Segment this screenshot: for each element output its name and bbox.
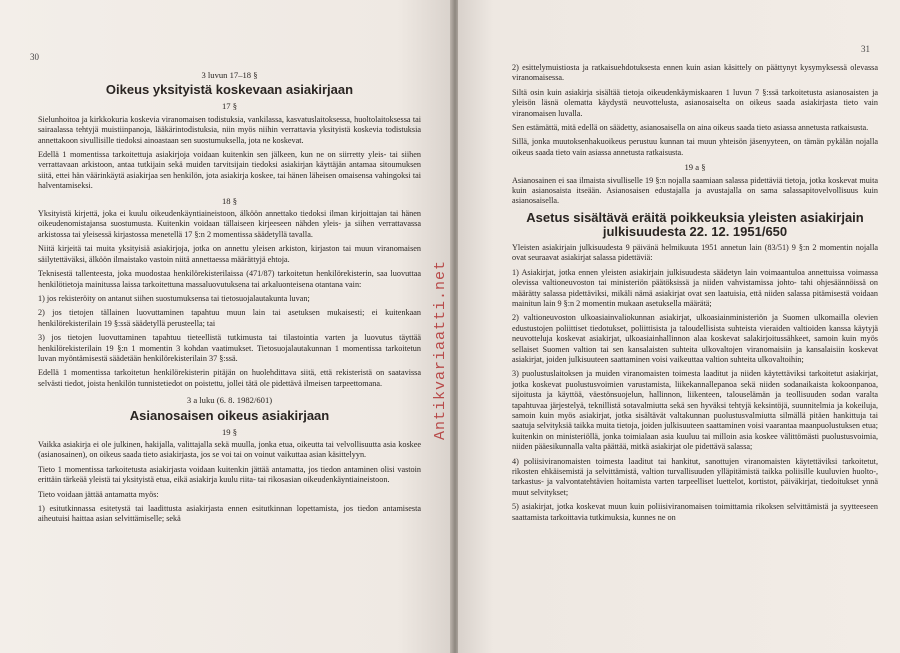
body-paragraph: Sillä, jonka muutoksenhakuoikeus perustuu kunnan tai muun yhteisön jäsenyyteen, on tämän pykälän nojalla oikeus saada tieto vain asiassa annetusta ratkaisusta. <box>512 137 878 157</box>
list-item: 1) Asiakirjat, jotka ennen yleisten asiakirjain julkisuudesta säädetyn lain voimaantuloa annettuissa voimassa olevissa valtioneuvoston tai ministeriön päätöksissä ja niiden vahvistamissa johto- tahi ohjesäännöissä on määrätty salassa pidettäviksi, mikäli nämä asiakirjat ovat sen laatuisia, että niiden salassa pitämisestä voidaan mainitun lain 9 §:n 2 momentin mukaan asetuksella määrätä; <box>512 267 878 308</box>
right-column <box>512 63 878 527</box>
decree-title: Asetus sisältävä eräitä poikkeuksia yleisten asiakirjain julkisuudesta 22. 12. 1951/650 <box>526 209 864 239</box>
body-paragraph: Edellä 1 momentissa tarkoitettuja asiakirjoja voidaan kuitenkin sen jälkeen, kun ne on siirretty yleis- tai siihen verrattavaan arkistoon, antaa tutkijain sekä muiden tarvitsijain tiedoksi asiakirjan käyttäjän antamaa sitoumuksen siitä, ettei hän väärinkäytä asiakirjaa sen henkilön, jota asiakirja koskee, tai hänen läheisen omaisensa vahingoksi tai halventamiseksi. <box>38 150 421 191</box>
body-paragraph: Teknisestä tallenteesta, joka muodostaa henkilörekisterilaissa (471/87) tarkoitetun henkilörekisterin, saa luovuttaa henkilötietoja mainitussa laissa tarkoitettuna massaluovutuksena tai arkaluonteisena otantana vain: <box>38 269 421 289</box>
body-paragraph: Vaikka asiakirja ei ole julkinen, hakijalla, valittajalla sekä muulla, jonka etua, oikeutta tai velvollisuutta asia koskee (asianosainen), on oikeus saada tieto asiakirjasta, jos se voi tai on voinut vaikuttaa asian käsittelyyn. <box>38 439 421 460</box>
list-item: 1) esitutkinnassa esitetystä tai laadittusta asiakirjasta ennen esitutkinnan lopettamista, jos tiedon antamisesta aiheutuisi haittaa asian selvittämiselle; sekä <box>38 504 421 524</box>
section-title: Oikeus yksityistä koskevaan asiakirjaan <box>105 82 354 98</box>
body-paragraph: Yksityistä kirjettä, joka ei kuulu oikeudenkäyntiaineistoon, älköön annettako tiedoksi ilman kirjoittajan tai hänen oikeudenomistajansa suostumusta. Kuitenkin voidaan tällaiseen kirjeeseen nähden yleis- ja siihen verrattavassa arkistossa tai yleisessä kirjastossa menetellä 17 §:n 2 momentissa säädetyllä tavalla. <box>38 209 421 239</box>
page-number: 30 <box>30 52 39 62</box>
body-paragraph: Tieto 1 momentissa tarkoitetusta asiakirjasta voidaan kuitenkin jättää antamatta, jos tiedon antaminen olisi vastoin erittäin tärkeää yleistä tai yksityistä etua, eikä asiakirja kuulu riita- tai rikosasian oikeudenkäyntiaineistoon. <box>38 464 421 485</box>
paragraph-number: 17 § <box>221 101 238 112</box>
body-paragraph: Edellä 1 momentissa tarkoitetun henkilörekisterin pitäjän on huolehdittava siitä, että rekisteristä on saatavissa selvästi tiedot, joista henkilön tunnistetiedot on poistettu, jollei tätä ole pidettävä ilmeisen tarpeettomana. <box>38 368 421 388</box>
chapter-heading: 3 luvun 17–18 § <box>201 70 258 80</box>
body-paragraph: Yleisten asiakirjain julkisuudesta 9 päivänä helmikuuta 1951 annetun lain (83/51) 9 §:n 2 momentin nojalla ovat seuraavat asiakirjat salassa pidettäviä: <box>512 242 878 263</box>
body-paragraph: Siltä osin kuin asiakirja sisältää tietoja oikeudenkäymiskaaren 1 luvun 7 §:ssä tarkoitetusta asianosaisten ja yleisön läsnä olematta käydystä neuvottelusta, asianosaiselta on oikeus saada asiakirjasta tieto vain viranomaisen luvalla. <box>512 87 878 118</box>
body-paragraph: Sielunhoitoa ja kirkkokuria koskevia viranomaisen todistuksia, vankilassa, kasvatuslaitoksessa, huoltolaitoksessa tai sairaalassa tehtyjä muistiinpanoja, lääkärintodistuksia, niin myös niihin verrattavia yksityistä koskevia todistuksia annettakoon sivullisille tiedoksi ainoastaan sen suostumuksella, jota ne koskevat. <box>38 114 421 145</box>
paragraph-number: 18 § <box>221 195 238 206</box>
right-page <box>458 0 900 653</box>
list-item: 3) puolustuslaitoksen ja muiden viranomaisten toimesta laaditut ja niiden käytettäviksi tarkoitetut asiakirjat, jotka koskevat puolustusvoimien varustamista, liikekannallepanoa sekä niiden sodanaikaista kokoonpanoa, sijoitusta ja käyttöä, väestönsuojelun, hallinnon, liikenteen, talouselämän ja teollisuuden sodan varalta tapahtuvaa järjestelyä, teknillistä sotavalmiutta sekä sen hyväksi tehtyjä keksintöjä, suunnitelmia ja kokeiluja, samoin kuin myös asiakirjat, jotka sisältävät valtakunnan puolustusvalmiutta silmällä pitäen hankittuja tai saatuja selvityksiä taikka muita tietoja, joiden julkisuuteen saattaminen voisi vaarantaa maanpuolustuksen etua; kuitenkin on ministeriöllä, jonka toimialaan asia kuuluu tai milloin asia koskee välittömästi puolustusvoimia, niiden pääesikunnalla valta päättää, mitkä asiakirjat ole pidettävä salassa; <box>512 369 878 452</box>
left-column <box>38 70 421 529</box>
paragraph-number: 19 § <box>221 426 238 437</box>
list-item: 3) jos tietojen luovuttaminen tapahtuu tieteellistä tutkimusta tai tilastointia varten ja luovutus täyttää henkilörekisterilain 19 §:n 1 momentin 3 kohdan vaatimukset. Tietosuojalautakunnan 1 momentissa tarkoitetun luvan myöntämisestä säädetään henkilörekisterilain 37 §:ssä. <box>38 333 421 363</box>
body-paragraph: Niitä kirjeitä tai muita yksityisiä asiakirjoja, jotka on annettu yleisen arkiston, kirjaston tai muun viranomaisen säilytettäväksi, älköön ilmaistako vastoin niitä annettaessa määrättyjä ehtoja. <box>38 244 421 264</box>
list-item: 1) jos rekisteröity on antanut siihen suostumuksensa tai tietosuojalautakunta luvan; <box>38 293 310 303</box>
watermark: Antikvariaatti.net <box>432 259 449 440</box>
page-number: 31 <box>861 44 870 54</box>
list-item: 4) poliisiviranomaisten toimesta laaditut tai hankitut, sanottujen viranomaisten käytettäviksi tarkoitetut, rikosten ehkäisemistä ja selvittämistä, valtion turvallisuuden ylläpitämistä taikka poliisille kuuluvien huolto-, tarkastus- ja valvontatehtävien hoitamista varten tarpeelliset luettelot, kortistot, päiväkirjat, tiedoitukset ynnä muut selvitykset; <box>512 456 878 497</box>
chapter-heading: 3 a luku (6. 8. 1982/601) <box>186 395 273 406</box>
section-title: Asianosaisen oikeus asiakirjaan <box>129 407 330 423</box>
list-item: 2) esittelymuistiosta ja ratkaisuehdotuksesta ennen kuin asian käsittely on päättynyt kysymyksessä olevassa viranomaisessa. <box>512 63 878 83</box>
paragraph-number: 19 a § <box>684 162 706 173</box>
list-item: 2) jos tietojen tällainen luovuttaminen tapahtuu muun lain tai asetuksen mukaisesti; ei kuitenkaan henkilörekisterilain 19 §:ssä säädetyllä perusteella; tai <box>38 308 421 328</box>
list-item: 2) valtioneuvoston ulkoasiainvaliokunnan asiakirjat, ulkoasiainministeriön ja Suomen ulkomailla olevien edustustojen poliittiset tiedotukset, poliittisista ja taloudellisista suhteista vieraiden valtioiden kanssa käytyjä neuvotteluja koskevat asiakirjat, ulkoasiainhallinnon alaa koskevat salakirjoitussähkeet, samoin kuin myös sellaiset Suomen valtion tai sen kansalaisten suhteita ulkovaltojen viranomaisiin ja kansalaisiin koskevat asiakirjat, joiden julkisuuteen saattaminen voisi vaikeuttaa valtion suhteita ulkovaltoihin; <box>512 313 878 364</box>
list-item: 5) asiakirjat, jotka koskevat muun kuin poliisiviranomaisen toimittamia rikoksen selvittämistä ja syytteeseen saattamista tarkoittavia tutkimuksia, kunnes ne on <box>512 502 878 522</box>
body-paragraph: Tieto voidaan jättää antamatta myös: <box>38 489 159 499</box>
body-paragraph: Sen estämättä, mitä edellä on säädetty, asianosaisella on aina oikeus saada tieto asiassa annetusta ratkaisusta. <box>512 123 869 133</box>
body-paragraph: Asianosainen ei saa ilmaista sivulliselle 19 §:n nojalla saamiaan salassa pidettäviä tietoja, jotka koskevat muita kuin asianosaista itseään. Asianosaisen edustajalla ja avustajalla on sama salassapitovelvollisuus kuin asianosaisella. <box>512 175 878 206</box>
